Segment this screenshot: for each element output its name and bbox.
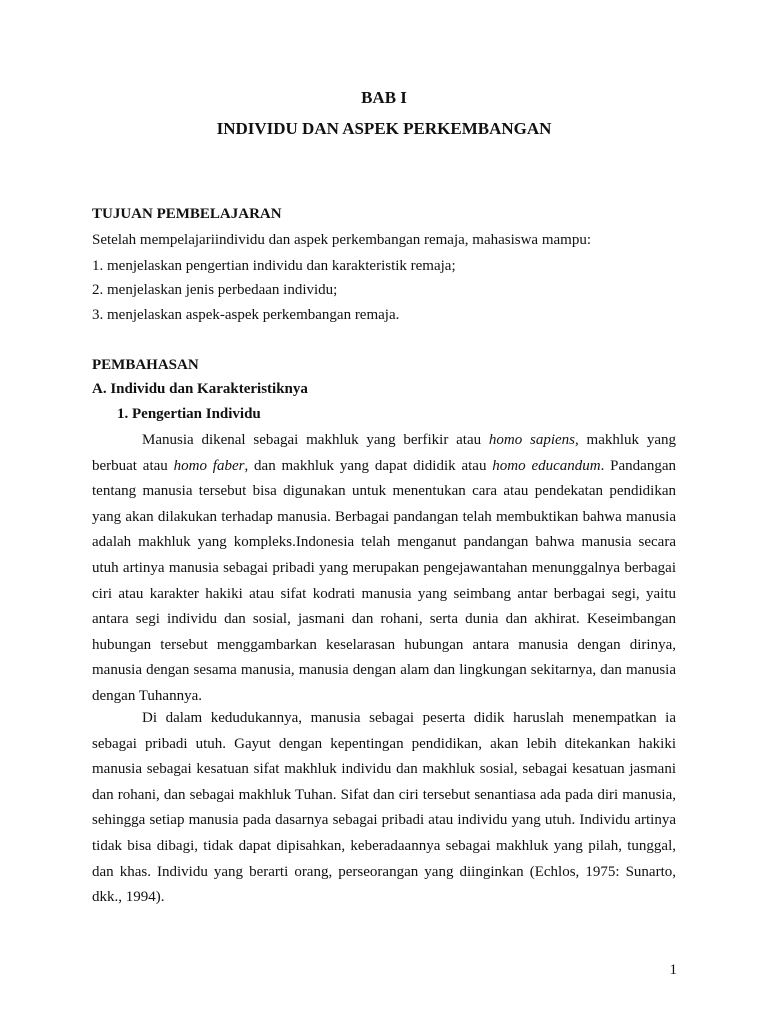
paragraph-2: Di dalam kedudukannya, manusia sebagai peserta didik haruslah menempatkan ia sebagai pribadi utuh. Gayut dengan kepentingan pendidikan, akan lebih ditekankan hakiki manusia sebagai kesatuan sifat makhluk individu dan makhluk sosial, sebagai kesatuan jasmani dan rohani, dan sebagai makhluk Tuhan. Sifat dan ciri tersebut senantiasa ada pada diri manusia, sehingga setiap manusia pada dasarnya sebagai pribadi atau individu yang utuh. Individu artinya tidak bisa dibagi, tidak dapat dipisahkan, keberadaannya sebagai makhluk yang pilah, tunggal, dan khas. Individu yang berarti orang, perseorangan yang diinginkan (Echlos, 1975: Sunarto, dkk., 1994). [92,710,676,906]
section-a-heading: A. Individu dan Karakteristiknya [92,381,308,397]
page-number: 1 [669,962,677,978]
paragraph-1-text-2: , makhluk yang berbuat atau [92,432,676,474]
discussion-heading: PEMBAHASAN [92,357,199,373]
term-homo-educandum: homo educandum [492,457,601,474]
term-homo-sapiens: homo sapiens [488,432,576,448]
chapter-label: BAB I [361,88,407,107]
chapter-title: INDIVIDU DAN ASPEK PERKEMBANGAN [216,119,552,138]
objectives-intro: Setelah mempelajariindividu dan aspek perkembangan remaja, mahasiswa mampu: [92,232,591,248]
paragraph-1 [92,428,676,710]
term-homo-faber: homo faber [173,457,245,474]
objectives-heading: TUJUAN PEMBELAJARAN [92,206,282,222]
paragraph-1-text-4: . Pandangan tentang manusia tersebut bisa digunakan untuk menentukan cara atau pendekatan pendidikan yang akan dilakukan terhadap manusia. Berbagai pandangan telah membuktikan bahwa manusia adalah makhluk yang kompleks.Indonesia telah menganut pandangan bahwa manusia secara utuh artinya manusia sebagai pribadi yang merupakan pengejawantahan menunggalnya berbagai ciri atau karakter hakiki atau sifat kodrati manusia yang seimbang antar berbagai segi, yaitu antara segi individu dan sosial, jasmani dan rohani, serta dunia dan akhirat. Keseimbangan hubungan tersebut menggambarkan keselarasan hubungan antara manusia dengan dirinya, manusia dengan sesama manusia, manusia dengan alam dan lingkungan sekitarnya, dan manusia dengan Tuhannya. [92,457,676,704]
objective-item-3: 3. menjelaskan aspek-aspek perkembangan remaja. [92,307,400,323]
paragraph-1-text-1: Manusia dikenal sebagai makhluk yang berfikir atau [142,432,489,448]
objective-item-1: 1. menjelaskan pengertian individu dan karakteristik remaja; [92,258,456,274]
objective-item-2: 2. menjelaskan jenis perbedaan individu; [92,282,338,298]
subsection-1-heading: 1. Pengertian Individu [117,406,261,422]
paragraph-1-text-3: , dan makhluk yang dapat dididik atau [244,457,493,474]
